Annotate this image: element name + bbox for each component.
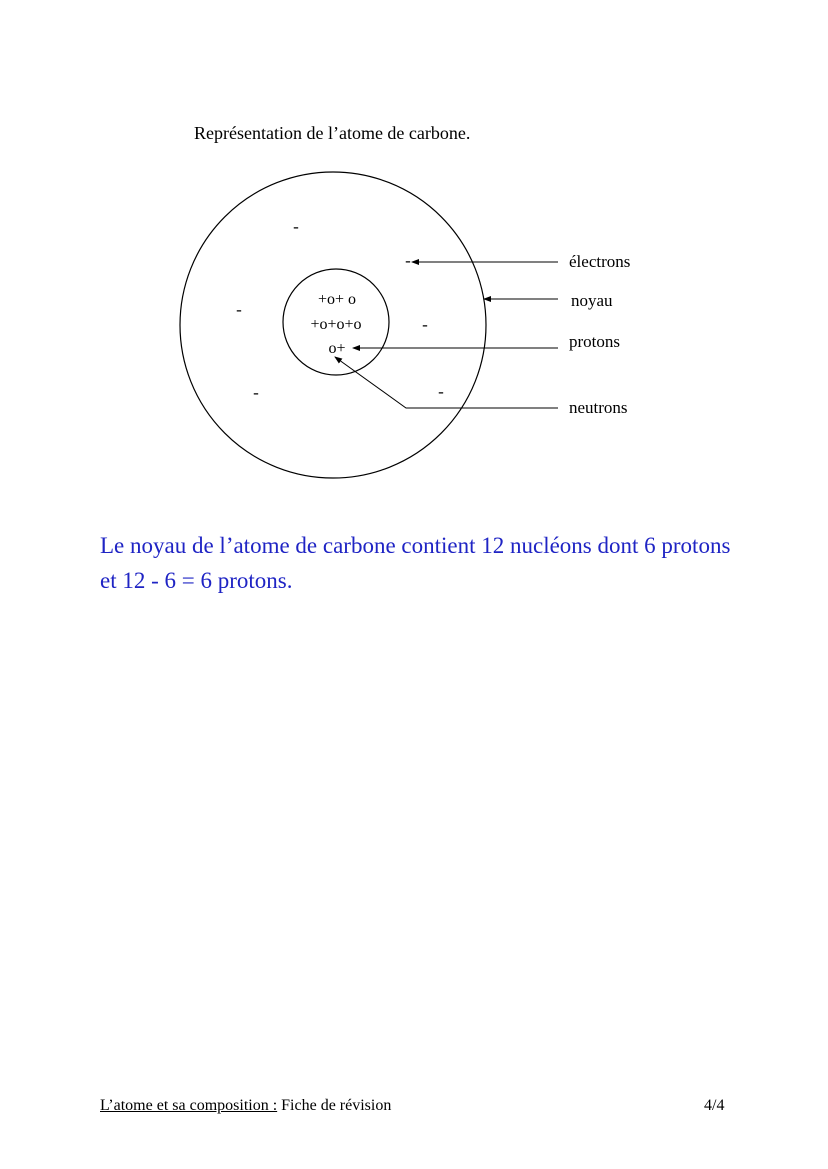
footer-subtitle: Fiche de révision <box>277 1097 392 1114</box>
electron: - <box>422 315 428 334</box>
electron: - <box>293 217 299 236</box>
page-number: 4/4 <box>704 1097 725 1114</box>
figure-caption: Représentation de l’atome de carbone. <box>194 123 471 143</box>
electron: - <box>405 251 411 270</box>
electron: - <box>253 383 259 402</box>
label-neutrons: neutrons <box>569 398 628 417</box>
carbon-atom-diagram <box>0 0 828 560</box>
label-noyau: noyau <box>571 291 613 310</box>
nucleus-row: +o+o+o <box>310 316 362 333</box>
label-electrons: électrons <box>569 252 631 271</box>
footer-title <box>100 1097 391 1115</box>
nucleus-row: +o+ o <box>317 291 357 308</box>
nucleus-row: o+ <box>328 340 346 357</box>
electron: - <box>438 382 444 401</box>
answer-text: Le noyau de l’atome de carbone contient 12 nucléons dont 6 protons et 12 - 6 = 6 protons. <box>100 533 731 593</box>
label-protons: protons <box>569 332 620 351</box>
electron: - <box>236 300 242 319</box>
footer-chapter: L’atome et sa composition : <box>100 1097 278 1114</box>
